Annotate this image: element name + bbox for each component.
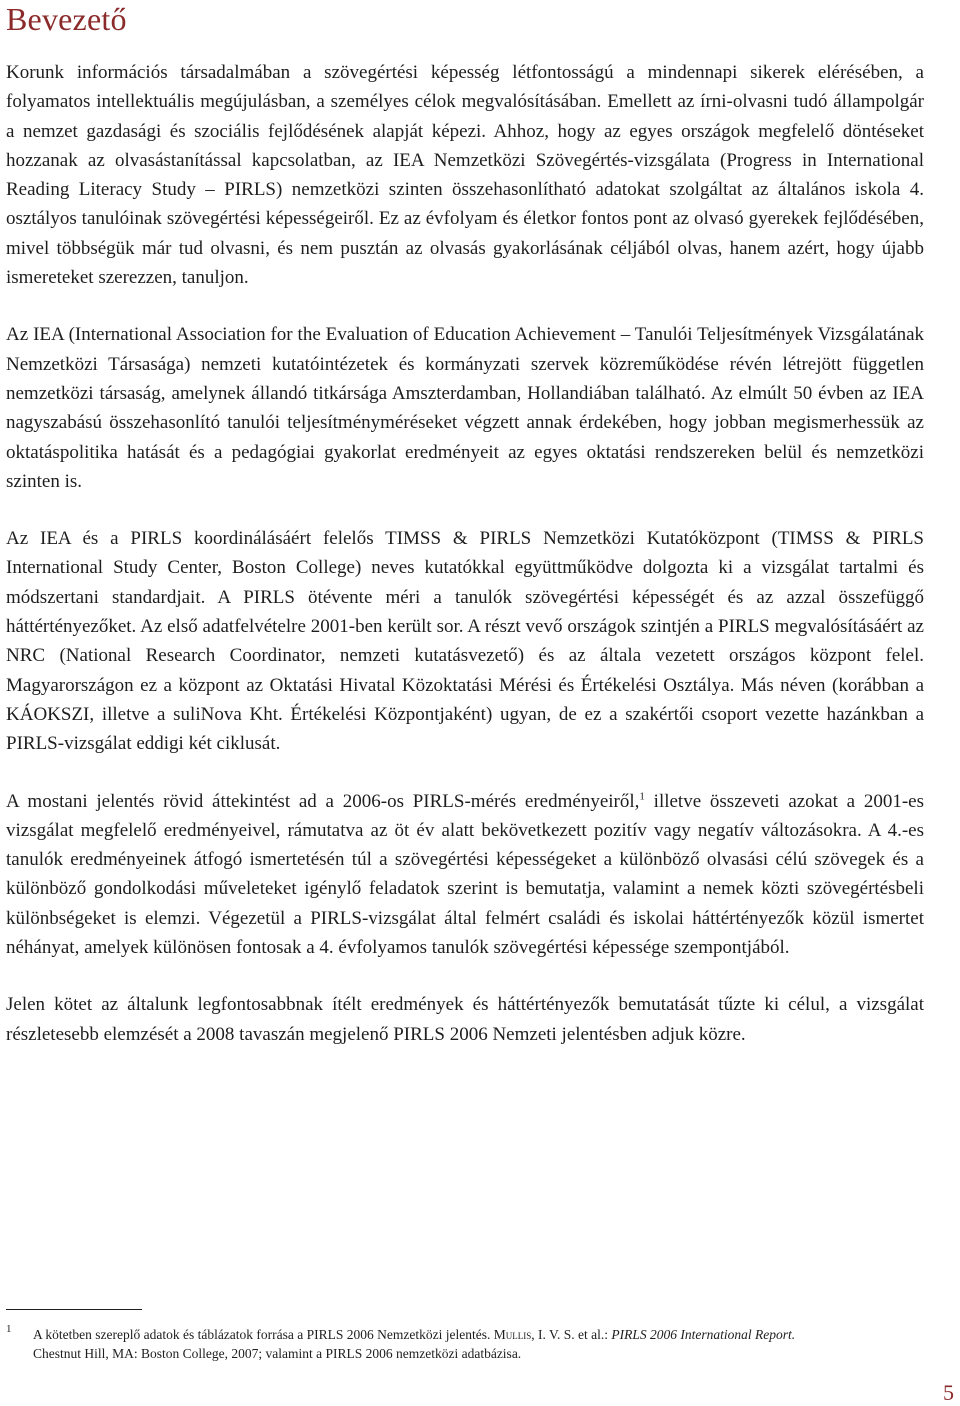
footnote-part1: A kötetben szereplő adatok és táblázatok forrása a PIRLS 2006 Nemzetközi jelentés. xyxy=(33,1327,494,1342)
paragraph-2: Az IEA (International Association for the Evaluation of Education Achievement – Tanulói Teljesítmények Vizsgálatának Nemzetközi Társasága) nemzeti kutatóintézetek és kormányzati szervek közreműködése révén létrejött független nemzetközi társaság, amelynek állandó titkársága Amszterdamban, Hollandiában található. Az elmúlt 50 évben az IEA nagyszabású összehasonlító tanulói teljesítményméréseket végzett annak érdekében, hogy jobban megismerhessük az oktatáspolitika hatását és a pedagógiai gyakorlat eredményeit az egyes oktatási rendszereken belül és nemzetközi szinten is. xyxy=(6,324,924,492)
page-title: Bevezető xyxy=(6,1,127,37)
footnote-divider xyxy=(6,1309,142,1310)
paragraph-4-text-start: A mostani jelentés rövid áttekintést ad a 2006-os PIRLS-mérés eredményeiről, xyxy=(6,790,640,812)
footnote-author: Mullis xyxy=(493,1327,532,1342)
paragraph-4 xyxy=(6,787,924,963)
paragraph-1: Korunk információs társadalmában a szövegértési képesség létfontosságú a mindennapi sikerek elérésében, a folyamatos intellektuális megújulásban, a személyes célok megvalósításában. Emellett az írni-olvasni tudó állampolgár a nemzet gazdasági és szociális fejlődésének alapját képezi. Ahhoz, hogy az egyes országok megfelelő döntéseket hozzanak az olvasástanítással kapcsolatban, az IEA Nemzetközi Szövegértés-vizsgálata (Progress in International Reading Literacy Study – PIRLS) nemzetközi szinten összehasonlítható adatokat szolgáltat az általános iskola 4. osztályos tanulóinak szövegértési képességeiről. Ez az évfolyam és életkor fontos pont az olvasó gyerekek fejlődésében, mivel többségük már tud olvasni, és nem pusztán az olvasás gyakorlásának céljából olvas, hanem azért, hogy újabb ismereteket szerezzen, tanuljon. xyxy=(6,62,924,289)
footnote xyxy=(6,1320,906,1363)
footnote-part2: , I. V. S. et al.: xyxy=(531,1327,612,1342)
paragraph-3: Az IEA és a PIRLS koordinálásáért felelős TIMSS & PIRLS Nemzetközi Kutatóközpont (TIMSS & PIRLS International Study Center, Boston College) neves kutatókkal együttműködve dolgozta ki a vizsgálat tartalmi és módszertani standardjait. A PIRLS ötévente méri a tanulók szövegértési képességét és az azzal összefüggő háttértényezőket. Az első adatfelvételre 2001-ben került sor. A részt vevő országok szintjén a PIRLS megvalósításáért az NRC (National Research Coordinator, nemzeti kutatásvezető) és az általa vezetett országos központ felel. Magyarországon ez a központ az Oktatási Hivatal Közoktatási Mérési és Értékelési Osztálya. Más néven (korábban a KÁOKSZI, illetve a suliNova Kht. Értékelési Központjaként) ugyan, de ez a szakértői csoport vezette hazánkban a PIRLS-vizsgálat eddigi két ciklusát. xyxy=(6,528,924,755)
footnote-reference[interactable]: 1 xyxy=(639,790,645,803)
footnote-number: 1 xyxy=(6,1323,12,1335)
paragraph-4-text-end: illetve összeveti azokat a 2001-es vizsgálat megfelelő eredményeivel, rámutatva az öt év alatt bekövetkezett pozitív vagy negatív változásokra. A 4.-es tanulók eredményeinek átfogó ismertetésén túl a szövegértési képességeket a különböző olvasási célú szövegek és a különböző gondolkodási műveleteket igénylő feladatok szerint is bemutatja, valamint a nemek közti szövegértésbeli különbségeket is elemzi. Végezetül a PIRLS-vizsgálat által felmért családi és iskolai háttértényezők közül ismertet néhányat, amelyek különösen fontosak a 4. évfolyamos tanulók szövegértési képessége szempontjából. xyxy=(6,790,924,959)
footnote-report-title: PIRLS 2006 International Report. xyxy=(611,1327,796,1342)
paragraph-5: Jelen kötet az általunk legfontosabbnak ítélt eredmények és háttértényezők bemutatását tűzte ki célul, a vizsgálat részletesebb elemzését a 2008 tavaszán megjelenő PIRLS 2006 Nemzeti jelentésben adjuk közre. xyxy=(6,994,924,1045)
page-number: 5 xyxy=(943,1380,954,1405)
footnote-text xyxy=(33,1320,906,1363)
footnote-part3: Chestnut Hill, MA: Boston College, 2007; valamint a PIRLS 2006 nemzetközi adatbázisa. xyxy=(33,1346,522,1361)
body-text xyxy=(6,58,924,1077)
